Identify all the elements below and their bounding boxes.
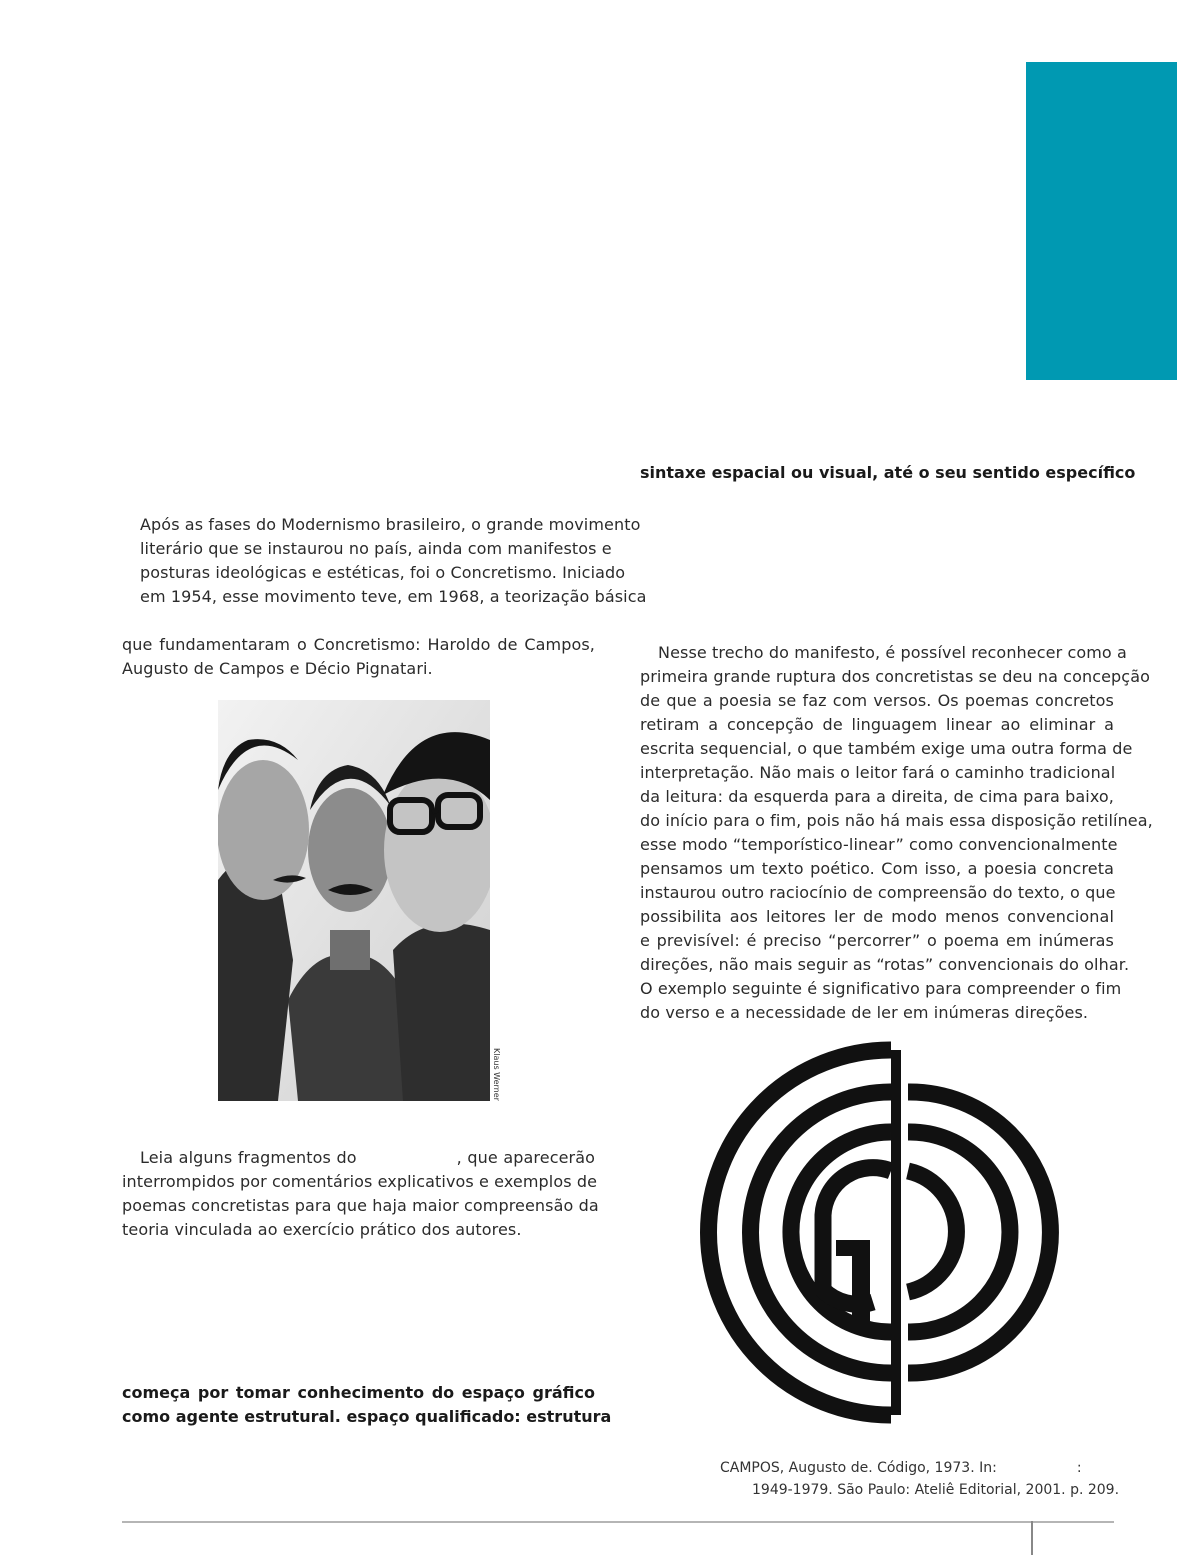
intro-paragraph	[122, 513, 647, 609]
text-line: de que a poesia se faz com versos. Os poemas concretos	[640, 691, 1114, 710]
text-line: interrompidos por comentários explicativos e exemplos de	[122, 1172, 598, 1191]
text-segment: CAMPOS, Augusto de. Código, 1973. In:	[720, 1460, 997, 1476]
text-line: Nesse trecho do manifesto, é possível reconhecer como a	[658, 643, 1127, 662]
citation-line-2: 1949-1979. São Paulo: Ateliê Editorial, 2001. p. 209.	[752, 1482, 1120, 1498]
intro-continuation	[122, 633, 595, 681]
codigo-poem-graphic	[698, 1040, 1060, 1425]
text-line: O exemplo seguinte é significativo para compreender o fim	[640, 979, 1122, 998]
chapter-color-tab	[1026, 62, 1177, 380]
photo-credit: Klaus Werner	[492, 1048, 501, 1101]
text-segment: :	[1076, 1460, 1082, 1476]
text-line: interpretação. Não mais o leitor fará o caminho tradicional	[640, 763, 1116, 782]
text-line: e previsível: é preciso “percorrer” o poema em inúmeras	[640, 931, 1114, 950]
text-line: esse modo “temporístico-linear” como convencionalmente	[640, 835, 1118, 854]
text-line: do verso e a necessidade de ler em inúmeras direções.	[640, 1003, 1089, 1022]
text-line: retiram a concepção de linguagem linear ao eliminar a	[640, 715, 1114, 734]
text-segment: Leia alguns fragmentos do	[140, 1148, 357, 1167]
citation-line-1	[720, 1457, 1082, 1479]
text-line: poemas concretistas para que haja maior compreensão da	[122, 1196, 599, 1215]
right-bold-heading: sintaxe espacial ou visual, até o seu sentido específico	[640, 463, 1136, 482]
text-line: da leitura: da esquerda para a direita, de cima para baixo,	[640, 787, 1114, 806]
text-line	[122, 1146, 595, 1170]
photo-concrete-poets	[218, 700, 490, 1101]
text-line: que fundamentaram o Concretismo: Haroldo de Campos,	[122, 635, 595, 654]
text-line: escrita sequencial, o que também exige uma outra forma de	[640, 739, 1133, 758]
text-line: em 1954, esse movimento teve, em 1968, a teorização básica	[140, 587, 647, 606]
text-line: Augusto de Campos e Décio Pignatari.	[122, 659, 433, 678]
text-line: Após as fases do Modernismo brasileiro, o grande movimento	[140, 515, 641, 534]
read-fragments-paragraph	[122, 1146, 599, 1242]
text-line: instaurou outro raciocínio de compreensão do texto, o que	[640, 883, 1116, 902]
analysis-paragraph	[640, 641, 1153, 1025]
text-line: como agente estrutural. espaço qualificado: estrutura	[122, 1407, 612, 1426]
text-line: literário que se instaurou no país, ainda com manifestos e	[140, 539, 612, 558]
text-line: teoria vinculada ao exercício prático dos autores.	[122, 1220, 522, 1239]
manifesto-excerpt	[122, 1381, 612, 1429]
text-line: do início para o fim, pois não há mais essa disposição retilínea,	[640, 811, 1153, 830]
footer-tick	[1031, 1521, 1033, 1555]
text-line: posturas ideológicas e estéticas, foi o Concretismo. Iniciado	[140, 563, 626, 582]
text-line: possibilita aos leitores ler de modo menos convencional	[640, 907, 1114, 926]
text-line: primeira grande ruptura dos concretistas se deu na concepção	[640, 667, 1150, 686]
text-line: começa por tomar conhecimento do espaço gráfico	[122, 1383, 595, 1402]
text-line: direções, não mais seguir as “rotas” convencionais do olhar.	[640, 955, 1130, 974]
footer-rule	[122, 1521, 1114, 1523]
text-line: pensamos um texto poético. Com isso, a poesia concreta	[640, 859, 1114, 878]
text-segment: , que aparecerão	[456, 1148, 596, 1167]
